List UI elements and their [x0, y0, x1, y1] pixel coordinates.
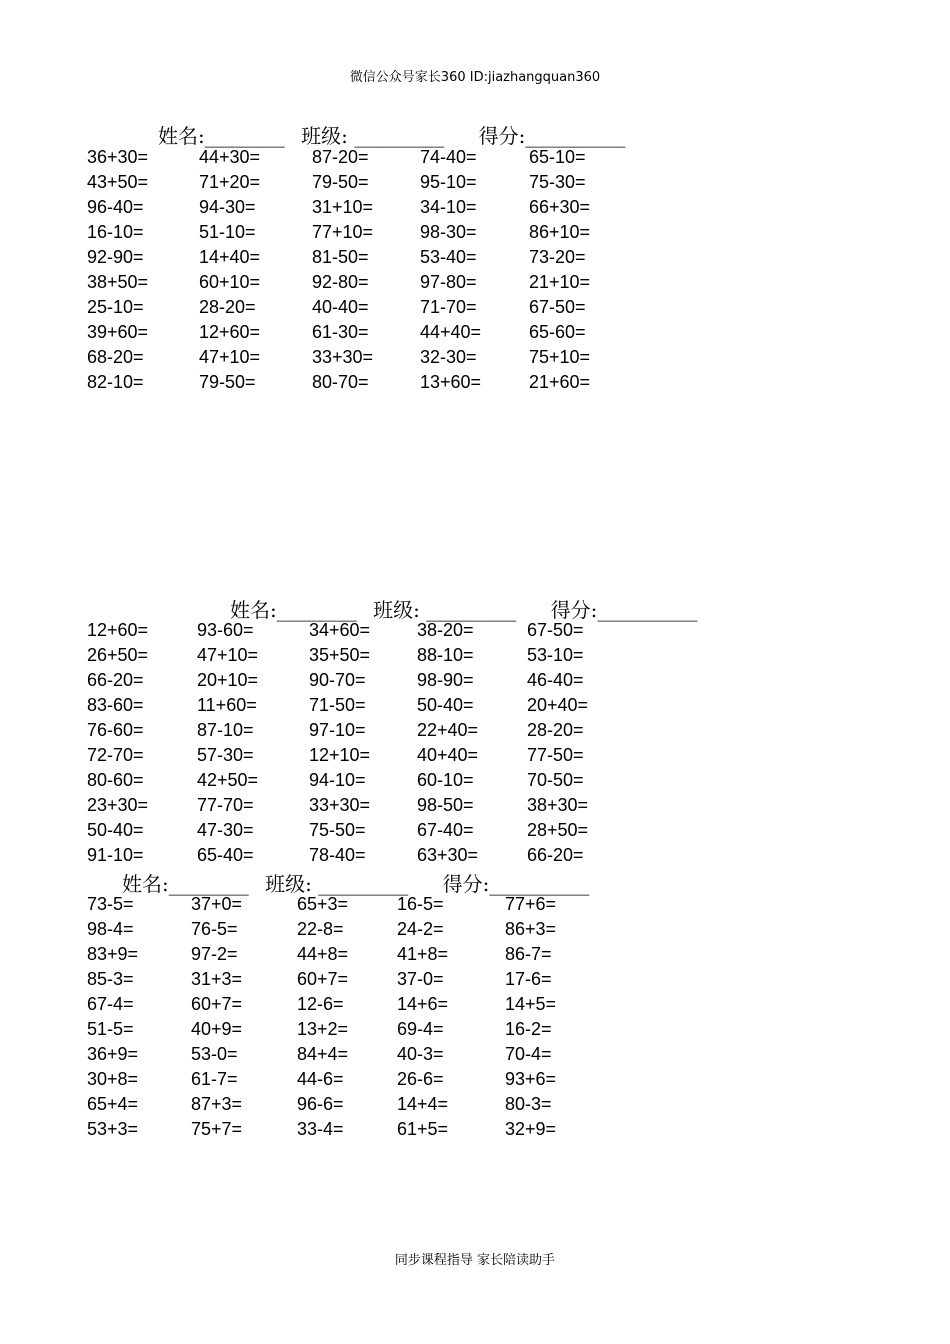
arithmetic-problem: 37-0=: [397, 969, 444, 989]
arithmetic-problem: 33-4=: [297, 1119, 344, 1139]
arithmetic-problem: 77+10=: [312, 222, 374, 242]
arithmetic-problem: 82-10=: [87, 372, 144, 392]
arithmetic-problem: 60+7=: [191, 994, 243, 1014]
arithmetic-problem: 92-80=: [312, 272, 369, 292]
arithmetic-problem: 87-10=: [197, 720, 254, 740]
arithmetic-problem: 95-10=: [420, 172, 477, 192]
arithmetic-problem: 73-20=: [529, 247, 586, 267]
arithmetic-problem: 84+4=: [297, 1044, 349, 1064]
arithmetic-problem: 44+8=: [297, 944, 349, 964]
arithmetic-problem: 53-40=: [420, 247, 477, 267]
arithmetic-problem: 37+0=: [191, 894, 243, 914]
arithmetic-problem: 98-30=: [420, 222, 477, 242]
arithmetic-problem: 31+10=: [312, 197, 374, 217]
class-field-label: 班级: _________: [265, 872, 409, 896]
arithmetic-problem: 38+50=: [87, 272, 149, 292]
arithmetic-problem: 66-20=: [527, 845, 584, 865]
arithmetic-problem: 44+30=: [199, 147, 261, 167]
top-note: 微信公众号家长360 ID:jiazhangquan360: [349, 70, 601, 85]
arithmetic-problem: 44-6=: [297, 1069, 344, 1089]
arithmetic-problem: 24-2=: [397, 919, 444, 939]
arithmetic-problem: 22-8=: [297, 919, 344, 939]
arithmetic-problem: 26-6=: [397, 1069, 444, 1089]
score-field-label: 得分:__________: [442, 872, 590, 896]
arithmetic-problem: 12+60=: [199, 322, 261, 342]
arithmetic-problem: 32+9=: [505, 1119, 557, 1139]
arithmetic-problem: 43+50=: [87, 172, 149, 192]
arithmetic-problem: 96-6=: [297, 1094, 344, 1114]
arithmetic-problem: 12-6=: [297, 994, 344, 1014]
arithmetic-problem: 80-3=: [505, 1094, 552, 1114]
arithmetic-problem: 94-10=: [309, 770, 366, 790]
arithmetic-problem: 85-3=: [87, 969, 134, 989]
name-field-label: 姓名:________: [122, 872, 249, 896]
arithmetic-problem: 75-30=: [529, 172, 586, 192]
arithmetic-problem: 36+9=: [87, 1044, 139, 1064]
arithmetic-problem: 87+3=: [191, 1094, 243, 1114]
arithmetic-problem: 17-6=: [505, 969, 552, 989]
arithmetic-problem: 31+3=: [191, 969, 243, 989]
arithmetic-problem: 39+60=: [87, 322, 149, 342]
arithmetic-problem: 35+50=: [309, 645, 371, 665]
arithmetic-problem: 75+10=: [529, 347, 591, 367]
score-field-label: 得分:__________: [478, 124, 626, 148]
bottom-note: 同步课程指导 家长陪读助手: [394, 1253, 556, 1268]
arithmetic-problem: 14+40=: [199, 247, 261, 267]
arithmetic-problem: 32-30=: [420, 347, 477, 367]
arithmetic-problem: 97-80=: [420, 272, 477, 292]
arithmetic-problem: 11+60=: [197, 695, 257, 715]
arithmetic-problem: 33+30=: [312, 347, 374, 367]
arithmetic-problem: 60-10=: [417, 770, 474, 790]
arithmetic-problem: 75+7=: [191, 1119, 243, 1139]
arithmetic-problem: 12+60=: [87, 620, 149, 640]
arithmetic-problem: 36+30=: [87, 147, 149, 167]
arithmetic-problem: 65+4=: [87, 1094, 139, 1114]
arithmetic-problem: 88-10=: [417, 645, 474, 665]
arithmetic-problem: 61-30=: [312, 322, 369, 342]
arithmetic-problem: 13+2=: [297, 1019, 349, 1039]
arithmetic-problem: 86-7=: [505, 944, 552, 964]
arithmetic-problem: 77-50=: [527, 745, 584, 765]
arithmetic-problem: 81-50=: [312, 247, 369, 267]
arithmetic-problem: 83-60=: [87, 695, 144, 715]
arithmetic-problem: 77+6=: [505, 894, 557, 914]
arithmetic-problem: 53-10=: [527, 645, 584, 665]
arithmetic-problem: 14+5=: [505, 994, 557, 1014]
arithmetic-problem: 46-40=: [527, 670, 584, 690]
arithmetic-problem: 53-0=: [191, 1044, 238, 1064]
arithmetic-problem: 60+7=: [297, 969, 349, 989]
arithmetic-problem: 70-50=: [527, 770, 584, 790]
arithmetic-problem: 93-60=: [197, 620, 254, 640]
arithmetic-problem: 77-70=: [197, 795, 254, 815]
arithmetic-problem: 87-20=: [312, 147, 369, 167]
arithmetic-problem: 67-4=: [87, 994, 134, 1014]
arithmetic-problem: 50-40=: [417, 695, 474, 715]
arithmetic-problem: 53+3=: [87, 1119, 139, 1139]
arithmetic-problem: 12+10=: [309, 745, 371, 765]
arithmetic-problem: 70-4=: [505, 1044, 552, 1064]
arithmetic-problem: 98-50=: [417, 795, 474, 815]
arithmetic-problem: 28-20=: [527, 720, 584, 740]
arithmetic-problem: 93+6=: [505, 1069, 557, 1089]
arithmetic-problem: 47-30=: [197, 820, 254, 840]
class-field-label: 班级: _________: [301, 124, 445, 148]
arithmetic-problem: 72-70=: [87, 745, 144, 765]
arithmetic-problem: 65-10=: [529, 147, 586, 167]
arithmetic-problem: 97-2=: [191, 944, 238, 964]
arithmetic-problem: 61+5=: [397, 1119, 449, 1139]
arithmetic-problem: 98-90=: [417, 670, 474, 690]
arithmetic-problem: 40+9=: [191, 1019, 243, 1039]
arithmetic-problem: 42+50=: [197, 770, 259, 790]
arithmetic-problem: 28-20=: [199, 297, 256, 317]
arithmetic-problem: 75-50=: [309, 820, 366, 840]
arithmetic-problem: 73-5=: [87, 894, 134, 914]
arithmetic-problem: 66+30=: [529, 197, 591, 217]
arithmetic-problem: 97-10=: [309, 720, 366, 740]
name-field-label: 姓名:________: [158, 124, 285, 148]
arithmetic-problem: 69-4=: [397, 1019, 444, 1039]
arithmetic-problem: 65+3=: [297, 894, 349, 914]
arithmetic-problem: 20+40=: [527, 695, 589, 715]
arithmetic-problem: 68-20=: [87, 347, 144, 367]
arithmetic-problem: 86+3=: [505, 919, 557, 939]
arithmetic-problem: 23+30=: [87, 795, 149, 815]
arithmetic-problem: 21+10=: [529, 272, 591, 292]
arithmetic-problem: 30+8=: [87, 1069, 139, 1089]
arithmetic-problem: 38+30=: [527, 795, 589, 815]
arithmetic-problem: 79-50=: [312, 172, 369, 192]
arithmetic-problem: 79-50=: [199, 372, 256, 392]
arithmetic-problem: 16-2=: [505, 1019, 552, 1039]
arithmetic-problem: 26+50=: [87, 645, 149, 665]
arithmetic-problem: 51-5=: [87, 1019, 134, 1039]
arithmetic-problem: 16-10=: [87, 222, 144, 242]
arithmetic-problem: 41+8=: [397, 944, 449, 964]
arithmetic-problem: 65-40=: [197, 845, 254, 865]
arithmetic-problem: 47+10=: [199, 347, 261, 367]
arithmetic-problem: 40-40=: [312, 297, 369, 317]
arithmetic-problem: 94-30=: [199, 197, 256, 217]
arithmetic-problem: 76-5=: [191, 919, 238, 939]
class-field-label: 班级: _________: [373, 598, 517, 622]
arithmetic-problem: 67-40=: [417, 820, 474, 840]
arithmetic-problem: 14+4=: [397, 1094, 449, 1114]
arithmetic-problem: 13+60=: [420, 372, 482, 392]
arithmetic-problem: 40-3=: [397, 1044, 444, 1064]
arithmetic-problem: 21+60=: [529, 372, 591, 392]
arithmetic-problem: 47+10=: [197, 645, 259, 665]
arithmetic-problem: 98-4=: [87, 919, 134, 939]
arithmetic-problem: 67-50=: [529, 297, 586, 317]
arithmetic-problem: 33+30=: [309, 795, 371, 815]
arithmetic-problem: 71+20=: [199, 172, 261, 192]
arithmetic-problem: 60+10=: [199, 272, 261, 292]
arithmetic-problem: 80-70=: [312, 372, 369, 392]
arithmetic-problem: 83+9=: [87, 944, 139, 964]
arithmetic-problem: 66-20=: [87, 670, 144, 690]
arithmetic-problem: 20+10=: [197, 670, 259, 690]
arithmetic-problem: 96-40=: [87, 197, 144, 217]
arithmetic-problem: 74-40=: [420, 147, 477, 167]
arithmetic-problem: 34-10=: [420, 197, 477, 217]
score-field-label: 得分:__________: [550, 598, 698, 622]
arithmetic-problem: 78-40=: [309, 845, 366, 865]
arithmetic-problem: 51-10=: [199, 222, 256, 242]
arithmetic-problem: 57-30=: [197, 745, 254, 765]
arithmetic-problem: 14+6=: [397, 994, 449, 1014]
arithmetic-problem: 22+40=: [417, 720, 479, 740]
arithmetic-problem: 16-5=: [397, 894, 444, 914]
arithmetic-problem: 80-60=: [87, 770, 144, 790]
arithmetic-problem: 86+10=: [529, 222, 591, 242]
arithmetic-problem: 76-60=: [87, 720, 144, 740]
arithmetic-problem: 28+50=: [527, 820, 589, 840]
arithmetic-problem: 25-10=: [87, 297, 144, 317]
arithmetic-problem: 61-7=: [191, 1069, 238, 1089]
arithmetic-problem: 44+40=: [420, 322, 482, 342]
arithmetic-problem: 90-70=: [309, 670, 366, 690]
arithmetic-problem: 34+60=: [309, 620, 371, 640]
arithmetic-problem: 50-40=: [87, 820, 144, 840]
arithmetic-problem: 71-70=: [420, 297, 477, 317]
name-field-label: 姓名:________: [230, 598, 357, 622]
arithmetic-problem: 65-60=: [529, 322, 586, 342]
arithmetic-problem: 38-20=: [417, 620, 474, 640]
arithmetic-problem: 92-90=: [87, 247, 144, 267]
arithmetic-problem: 71-50=: [309, 695, 366, 715]
arithmetic-problem: 91-10=: [87, 845, 144, 865]
arithmetic-problem: 40+40=: [417, 745, 479, 765]
arithmetic-problem: 63+30=: [417, 845, 479, 865]
arithmetic-problem: 67-50=: [527, 620, 584, 640]
